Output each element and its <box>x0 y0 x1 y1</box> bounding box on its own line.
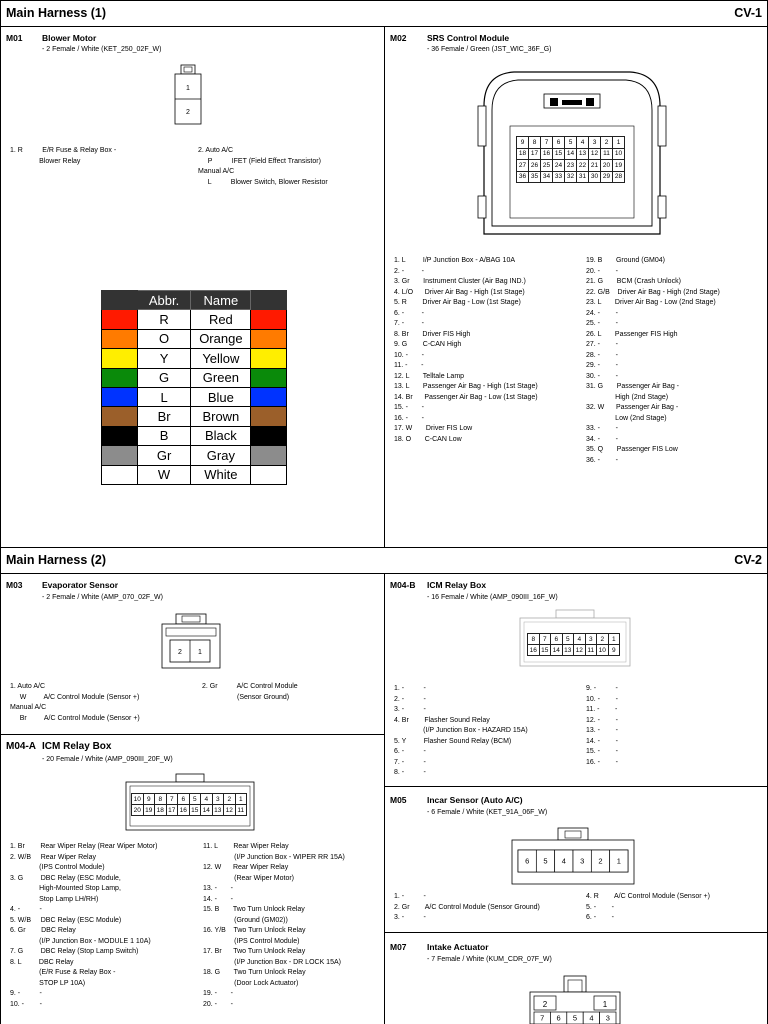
pin-cell: 14 <box>565 148 577 160</box>
m03-pinout-left: 1. Auto A/C W A/C Control Module (Sensor +) Manual A/C Br A/C Control Module (Sensor +) <box>10 683 140 722</box>
m07-pin-1: 1 <box>602 1000 608 1009</box>
legend-swatch <box>102 446 138 465</box>
m05-id: M05 <box>390 795 407 805</box>
m04a-pinout-right: 11. L Rear Wiper Relay (I/P Junction Box - WIPER RR 15A) 12. W Rear Wiper Relay (Rear Wiper Motor) 13. - - 14. - - 15. B Two Turn Unlock Relay (Ground (GM02)) 16. Y/B Two Turn Unlock Relay (IPS Control Module) 17. Br Two Turn Unlock Relay (I/P Junction Box - DR LOCK 15A) 18. G Two Turn Unlock Relay (Door Lock Actuator) 19. - - 20. - - <box>203 843 345 1008</box>
legend-swatch <box>102 349 138 368</box>
pin-cell: 9 <box>608 645 620 656</box>
m04b-pin-grid <box>527 633 620 656</box>
legend-color-name: Red <box>191 310 251 329</box>
legend-swatch <box>102 387 138 406</box>
pin-cell: 8 <box>528 634 540 645</box>
legend-color-name: Green <box>191 368 251 387</box>
legend-row <box>102 310 287 329</box>
pin-cell: 11 <box>235 805 247 816</box>
pin-cell: 12 <box>574 645 586 656</box>
pin-number: 6 <box>525 856 530 866</box>
legend-color-name: Black <box>191 426 251 445</box>
legend-row <box>102 368 287 387</box>
pin-cell: 3 <box>589 137 601 149</box>
pin-cell: 28 <box>613 171 625 183</box>
pin-cell: 6 <box>551 634 563 645</box>
pin-cell: 7 <box>541 137 553 149</box>
legend-swatch <box>102 465 138 484</box>
pin-number: 6 <box>556 1013 561 1023</box>
section-code-2: CV-2 <box>734 553 762 567</box>
pin-number: 5 <box>543 856 548 866</box>
m07-spec: - 7 Female / White (KUM_CDR_07F_W) <box>427 956 552 963</box>
m03-connector-icon <box>158 612 224 670</box>
legend-abbr: Y <box>137 349 191 368</box>
legend-swatch <box>251 446 287 465</box>
m07-connector-icon <box>528 974 622 1024</box>
m03-pinout-right: 2. Gr A/C Control Module (Sensor Ground) <box>202 683 298 701</box>
wire-color-legend <box>101 290 287 485</box>
m02-spec: - 36 Female / Green (JST_WIC_36F_G) <box>427 46 552 53</box>
m05-name: Incar Sensor (Auto A/C) <box>427 795 523 805</box>
legend-swatch <box>102 368 138 387</box>
legend-swatch <box>102 426 138 445</box>
pin-number: 3 <box>605 1013 610 1023</box>
m02-id: M02 <box>390 33 407 43</box>
legend-color-name: Orange <box>191 329 251 348</box>
pin-cell: 10 <box>132 794 144 805</box>
pin-cell: 18 <box>517 148 529 160</box>
m04b-pinout-left: 1. - - 2. - - 3. - - 4. Br Flasher Sound Relay (I/P Junction Box - HAZARD 15A) 5. Y Flasher Sound Relay (BCM) 6. - - 7. - - 8. - - <box>394 685 528 776</box>
legend-swatch <box>251 426 287 445</box>
pin-cell: 1 <box>613 137 625 149</box>
m01-pin-1: 1 <box>186 85 190 92</box>
pin-cell: 16 <box>541 148 553 160</box>
m03-pin-2: 2 <box>178 649 182 656</box>
legend-row <box>102 387 287 406</box>
pin-cell: 13 <box>577 148 589 160</box>
m04b-name: ICM Relay Box <box>427 580 487 590</box>
pin-cell: 3 <box>585 634 597 645</box>
pin-cell: 11 <box>585 645 597 656</box>
m05-spec: - 6 Female / White (KET_91A_06F_W) <box>427 809 548 816</box>
pin-cell: 15 <box>189 805 201 816</box>
legend-header-name: Name <box>191 291 251 310</box>
pin-cell: 3 <box>212 794 224 805</box>
legend-abbr: L <box>137 387 191 406</box>
legend-abbr: O <box>137 329 191 348</box>
legend-swatch <box>251 349 287 368</box>
pin-cell: 13 <box>562 645 574 656</box>
m03-spec: - 2 Female / White (AMP_070_02F_W) <box>42 594 163 601</box>
section-title-1: Main Harness (1) <box>6 6 107 20</box>
m03-id: M03 <box>6 580 23 590</box>
pin-cell: 30 <box>589 171 601 183</box>
pin-cell: 33 <box>553 171 565 183</box>
pin-cell: 22 <box>577 160 589 172</box>
legend-swatch <box>251 329 287 348</box>
m01-connector-icon <box>170 64 206 126</box>
pin-cell: 16 <box>528 645 540 656</box>
pin-cell: 32 <box>565 171 577 183</box>
legend-row <box>102 349 287 368</box>
m04a-id: M04-A <box>6 741 37 752</box>
pin-cell: 17 <box>529 148 541 160</box>
legend-row <box>102 329 287 348</box>
pin-cell: 16 <box>178 805 190 816</box>
m03-name: Evaporator Sensor <box>42 580 119 590</box>
pin-cell: 14 <box>551 645 563 656</box>
m04a-pin-grid <box>131 793 247 816</box>
pin-number: 3 <box>580 856 585 866</box>
pin-cell: 1 <box>235 794 247 805</box>
pin-cell: 5 <box>565 137 577 149</box>
pin-cell: 2 <box>597 634 609 645</box>
m05-connector-icon <box>510 826 636 886</box>
legend-color-name: White <box>191 465 251 484</box>
pin-cell: 19 <box>143 805 155 816</box>
m02-pinout-right: 19. B Ground (GM04) 20. - - 21. G BCM (Crash Unlock) 22. G/B Driver Air Bag - High (2nd Stage) 23. L Driver Air Bag - Low (2nd Stage) 24. - - 25. - - 26. L Passenger FIS High 27. - - 28. - - 29. - - 30. - - 31. G Passenger Air Bag - High (2nd Stage) 32. W Passenger Air Bag - Low (2nd Stage) 33. - - 34. - - 35. Q Passenger FIS Low 36. - - <box>586 257 720 464</box>
pin-cell: 9 <box>517 137 529 149</box>
m04a-spec: - 20 Female / White (AMP_090III_20F_W) <box>42 756 173 763</box>
legend-abbr: R <box>137 310 191 329</box>
pin-cell: 11 <box>601 148 613 160</box>
legend-row <box>102 465 287 484</box>
legend-row <box>102 446 287 465</box>
pin-number: 5 <box>572 1013 578 1023</box>
m01-name: Blower Motor <box>42 33 97 43</box>
m01-spec: - 2 Female / White (KET_250_02F_W) <box>42 46 162 53</box>
pin-cell: 6 <box>553 137 565 149</box>
m01-id: M01 <box>6 33 23 43</box>
pin-cell: 10 <box>597 645 609 656</box>
m04b-pinout-right: 9. - - 10. - - 11. - - 12. - - 13. - - 14. - - 15. - - 16. - - <box>586 685 618 766</box>
pin-cell: 7 <box>166 794 178 805</box>
pin-cell: 4 <box>574 634 586 645</box>
pin-cell: 25 <box>541 160 553 172</box>
pin-cell: 15 <box>539 645 551 656</box>
pin-number: 7 <box>540 1013 545 1023</box>
pin-cell: 17 <box>166 805 178 816</box>
section-title-2: Main Harness (2) <box>6 553 107 567</box>
pin-cell: 2 <box>601 137 613 149</box>
pin-cell: 24 <box>553 160 565 172</box>
legend-swatch <box>251 310 287 329</box>
pin-cell: 2 <box>224 794 236 805</box>
pin-cell: 15 <box>553 148 565 160</box>
legend-abbr: B <box>137 426 191 445</box>
legend-color-name: Brown <box>191 407 251 426</box>
legend-color-name: Blue <box>191 387 251 406</box>
section-code-1: CV-1 <box>734 6 762 20</box>
pin-cell: 21 <box>589 160 601 172</box>
legend-swatch <box>251 407 287 426</box>
legend-swatch <box>102 407 138 426</box>
legend-abbr: Br <box>137 407 191 426</box>
legend-abbr: G <box>137 368 191 387</box>
pin-number: 2 <box>598 856 603 866</box>
legend-swatch <box>251 465 287 484</box>
pin-cell: 8 <box>529 137 541 149</box>
legend-color-name: Yellow <box>191 349 251 368</box>
legend-row <box>102 407 287 426</box>
pin-cell: 27 <box>517 160 529 172</box>
m07-pin-2: 2 <box>542 1000 548 1009</box>
legend-swatch <box>102 310 138 329</box>
legend-swatch <box>251 387 287 406</box>
pin-cell: 36 <box>517 171 529 183</box>
pin-cell: 19 <box>613 160 625 172</box>
pin-cell: 10 <box>613 148 625 160</box>
m02-pinout-left: 1. L I/P Junction Box - A/BAG 10A 2. - - 3. Gr Instrument Cluster (Air Bag IND.) 4. L/O Driver Air Bag - High (1st Stage) 5. R Driver Air Bag - Low (1st Stage) 6. - - 7. - - 8. Br Driver FIS High 9. G C-CAN High 10. - - 11. - - 12. L Telltale Lamp 13. L Passenger Air Bag - High (1st Stage) 14. Br Passenger Air Bag - Low (1st Stage) 15. - - 16. - - 17. W Driver FIS Low 18. O C-CAN Low <box>394 257 538 443</box>
m04b-id: M04-B <box>390 580 416 590</box>
pin-cell: 20 <box>601 160 613 172</box>
pin-cell: 8 <box>155 794 167 805</box>
pin-cell: 14 <box>201 805 213 816</box>
pin-cell: 4 <box>201 794 213 805</box>
pin-cell: 26 <box>529 160 541 172</box>
pin-cell: 20 <box>132 805 144 816</box>
pin-cell: 12 <box>589 148 601 160</box>
m05-pinout-right: 4. R A/C Control Module (Sensor +) 5. - - 6. - - <box>586 893 710 921</box>
m05-pinout-left: 1. - - 2. Gr A/C Control Module (Sensor Ground) 3. - - <box>394 893 540 921</box>
pin-cell: 5 <box>562 634 574 645</box>
pin-cell: 34 <box>541 171 553 183</box>
legend-row <box>102 426 287 445</box>
pin-number: 4 <box>589 1013 594 1023</box>
legend-color-name: Gray <box>191 446 251 465</box>
pin-cell: 4 <box>577 137 589 149</box>
m01-pinout-right: 2. Auto A/C P IFET (Field Effect Transistor) Manual A/C L Blower Switch, Blower Resistor <box>198 147 328 186</box>
m04a-pinout-left: 1. Br Rear Wiper Relay (Rear Wiper Motor) 2. W/B Rear Wiper Relay (IPS Control Module) 3. G DBC Relay (ESC Module, High-Mounted Stop Lamp, Stop Lamp LH/RH) 4. - - 5. W/B DBC Relay (ESC Module) 6. Gr DBC Relay (I/P Junction Box - MODULE 1 10A) 7. G DBC Relay (Stop Lamp Switch) 8. L DBC Relay (E/R Fuse & Relay Box - STOP LP 10A) 9. - - 10. - - <box>10 843 158 1008</box>
m01-pin-2: 2 <box>186 109 190 116</box>
legend-header-abbr: Abbr. <box>137 291 191 310</box>
m02-pin-grid <box>516 136 625 183</box>
pin-cell: 35 <box>529 171 541 183</box>
pin-cell: 31 <box>577 171 589 183</box>
legend-swatch <box>102 329 138 348</box>
pin-cell: 9 <box>143 794 155 805</box>
pin-cell: 12 <box>224 805 236 816</box>
m07-id: M07 <box>390 942 407 952</box>
pin-cell: 7 <box>539 634 551 645</box>
pin-cell: 18 <box>155 805 167 816</box>
legend-swatch <box>251 368 287 387</box>
pin-cell: 1 <box>608 634 620 645</box>
m03-pin-1: 1 <box>198 649 202 656</box>
m02-name: SRS Control Module <box>427 33 510 43</box>
pin-cell: 5 <box>189 794 201 805</box>
m04b-spec: - 16 Female / White (AMP_090III_16F_W) <box>427 594 558 601</box>
m04a-name: ICM Relay Box <box>42 741 112 752</box>
pin-cell: 29 <box>601 171 613 183</box>
m01-pinout-left: 1. R E/R Fuse & Relay Box - Blower Relay <box>10 147 117 165</box>
pin-number: 1 <box>616 856 621 866</box>
pin-cell: 23 <box>565 160 577 172</box>
legend-abbr: W <box>137 465 191 484</box>
pin-cell: 6 <box>178 794 190 805</box>
pin-cell: 13 <box>212 805 224 816</box>
pin-number: 4 <box>561 856 566 866</box>
legend-abbr: Gr <box>137 446 191 465</box>
m07-name: Intake Actuator <box>427 942 489 952</box>
